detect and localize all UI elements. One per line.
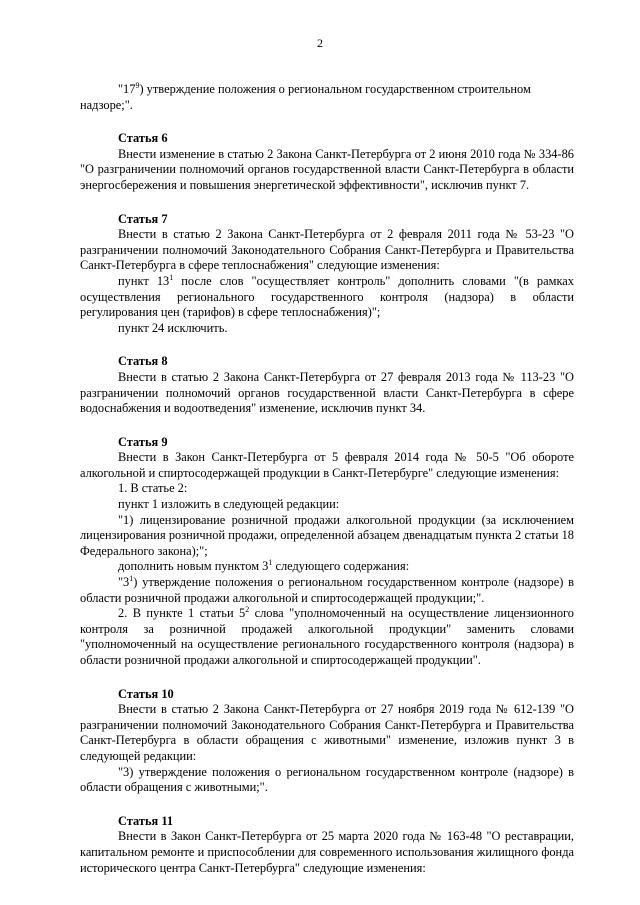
intro-paragraph <box>80 82 574 113</box>
article-text: Внести в статью 2 Закона Санкт-Петербурга от 2 февраля 2011 года № 53-23 "О разграничении полномочий Законодательного Собрания Санкт-Петербурга и Правительства Санкт-Петербурга в сфере теплоснабжения" следующие изменения: <box>80 227 574 273</box>
item-superscript: 2 <box>245 605 250 615</box>
item-superscript: 1 <box>268 558 273 568</box>
article-heading: Статья 11 <box>118 813 174 828</box>
item-superscript: 1 <box>169 272 174 282</box>
article-11 <box>80 814 574 876</box>
article-6 <box>80 131 574 193</box>
document-body <box>80 82 574 876</box>
intro-superscript: 9 <box>135 80 140 90</box>
article-item: "1) лицензирование розничной продажи алкогольной продукции (за исключением лицензирования розничной продажи, определенной абзацем двенадцатым пункта 2 статьи 18 Федерального закона);"; <box>80 512 574 558</box>
item-text-start: дополнить новым пунктом 3 <box>118 559 269 574</box>
article-8 <box>80 354 574 416</box>
article-text: Внести изменение в статью 2 Закона Санкт-Петербурга от 2 июня 2010 года № 334-86 "О разграничении полномочий органов государственной власти Санкт-Петербурга в области энергосбережения и повышения энергетической эффективности", исключив пункт 7. <box>80 146 574 192</box>
article-item: пункт 24 исключить. <box>118 320 228 335</box>
article-item: 1. В статье 2: <box>118 481 188 496</box>
article-heading: Статья 8 <box>118 354 168 369</box>
article-item <box>80 274 574 321</box>
intro-text-start: "17 <box>118 82 136 96</box>
article-7 <box>80 212 574 337</box>
page-number: 2 <box>317 36 323 50</box>
item-text-end: слова "уполномоченный на осуществление лицензионного контроля за розничной продажей алкогольной продукции" заменить словами "уполномоченный на осуществление регионального государственного контроля (надзора) в области розничной продажи алкогольной и спиртосодержащей продукции". <box>80 606 574 667</box>
item-text-start: "3 <box>118 575 130 590</box>
article-text: Внести в Закон Санкт-Петербурга от 25 марта 2020 года № 163-48 "О реставрации, капитальном ремонте и приспособлении для современного использования жилищного фонда исторического центра Санкт-Петербурга" следующие изменения: <box>80 829 574 875</box>
article-text: Внести в Закон Санкт-Петербурга от 5 февраля 2014 года № 50-5 "Об обороте алкогольной и спиртосодержащей продукции в Санкт-Петербурге" следующие изменения: <box>80 450 574 480</box>
article-item: "3) утверждение положения о региональном государственном контроле (надзоре) в области обращения с животными;". <box>80 764 574 795</box>
article-9 <box>80 435 574 669</box>
article-10 <box>80 687 574 796</box>
article-text: Внести в статью 2 Закона Санкт-Петербурга от 27 февраля 2013 года № 113-23 "О разграничении полномочий органов государственной власти Санкт-Петербурга в сфере водоснабжения и водоотведения" изменение, исключив пункт 34. <box>80 369 574 416</box>
intro-text-end: ) утверждение положения о региональном государственном строительном <box>139 82 531 96</box>
article-heading: Статья 7 <box>118 211 168 226</box>
article-item <box>80 606 574 668</box>
article-item <box>80 575 574 606</box>
item-superscript: 1 <box>129 573 134 583</box>
item-text-start: пункт 13 <box>118 273 170 288</box>
item-text-start: 2. В пункте 1 статьи 5 <box>118 606 246 621</box>
article-item: пункт 1 изложить в следующей редакции: <box>118 497 340 512</box>
article-text: Внести в статью 2 Закона Санкт-Петербурга от 27 ноября 2019 года № 612-139 "О разграничении полномочий Законодательного Собрания Санкт-Петербурга и Правительства Санкт-Петербурга в области обращения с животными" изменение, изложив пункт 3 в следующей редакции: <box>80 702 574 763</box>
article-heading: Статья 6 <box>118 131 168 146</box>
article-heading: Статья 10 <box>118 686 174 701</box>
article-item <box>80 559 574 575</box>
item-text-end: ) утверждение положения о региональном государственном контроле (надзоре) в области розничной продажи алкогольной и спиртосодержащей продукции;". <box>80 575 574 605</box>
item-text-end: следующего содержания: <box>272 559 410 574</box>
item-text-end: после слов "осуществляет контроль" дополнить словами "(в рамках осуществления регионального государственного контроля (надзора) в области регулирования цен (тарифов) в сфере теплоснабжения)"; <box>80 273 574 320</box>
intro-line-2: надзоре;". <box>80 97 133 112</box>
article-heading: Статья 9 <box>118 434 168 449</box>
